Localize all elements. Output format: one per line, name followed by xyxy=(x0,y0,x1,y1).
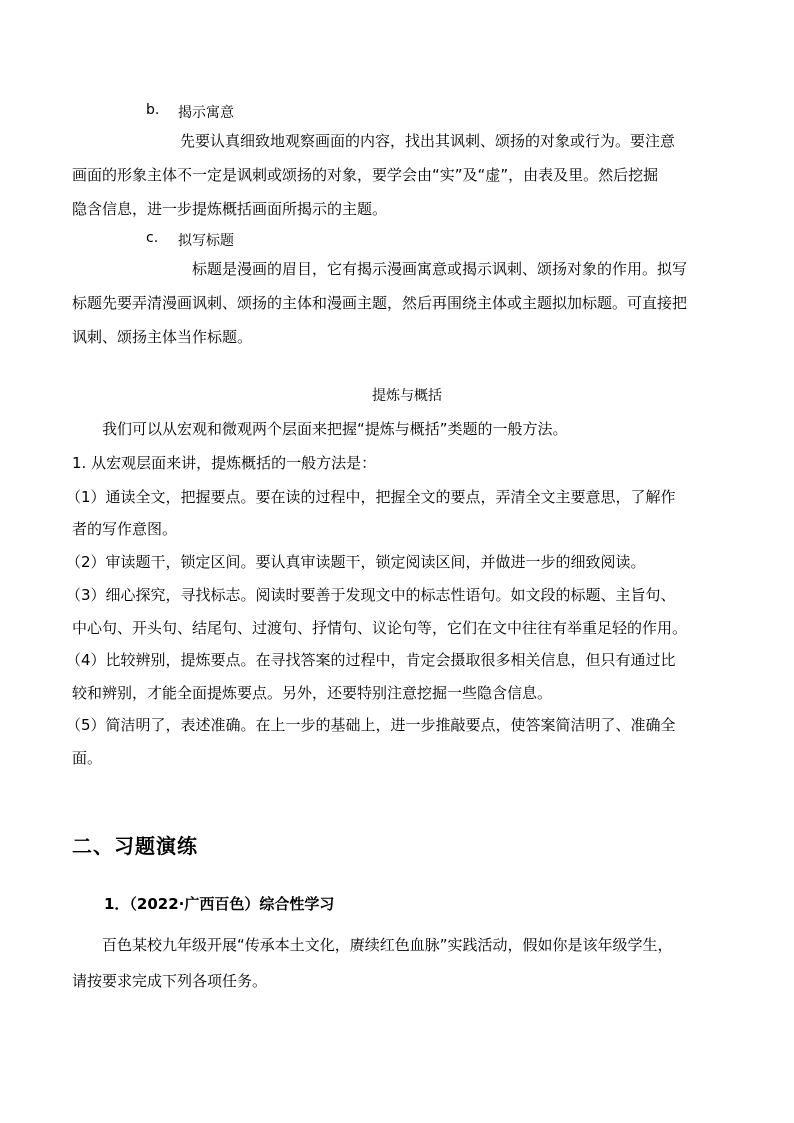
summary-title: 提炼与概括 xyxy=(372,388,442,404)
method-item-5-line-2: 面。 xyxy=(72,749,103,767)
section-c-title: 拟写标题 xyxy=(178,233,234,249)
section-b-line-1: 先要认真细致地观察画面的内容，找出其讽刺、颂扬的对象或行为。要注意 xyxy=(180,132,676,150)
section-c-line-3: 讽刺、颂扬主体当作标题。 xyxy=(72,328,253,346)
summary-point-1: 1. 从宏观层面来讲，提炼概括的一般方法是： xyxy=(72,454,377,472)
method-item-4-line-2: 较和辨别，才能全面提炼要点。另外，还要特别注意挖掘一些隐含信息。 xyxy=(72,684,553,702)
section-heading-exercises: 二、习题演练 xyxy=(72,834,198,858)
method-item-2-line-1: （2）审读题干，锁定区间。要认真审读题干，锁定阅读区间，并做进一步的细致阅读。 xyxy=(66,553,646,571)
section-c-line-2: 标题先要弄清漫画讽刺、颂扬的主体和漫画主题，然后再围绕主体或主题拟加标题。可直接把 xyxy=(72,294,688,312)
summary-intro: 我们可以从宏观和微观两个层面来把握“提炼与概括”类题的一般方法。 xyxy=(102,420,568,438)
question-1-title: 1．（2022·广西百色）综合性学习 xyxy=(104,895,335,913)
section-c-label: c. xyxy=(146,230,159,246)
method-item-1-line-2: 者的写作意图。 xyxy=(72,520,178,538)
section-b-label: b. xyxy=(146,102,160,118)
method-item-5-line-1: （5）简洁明了，表述准确。在上一步的基础上，进一步推敲要点，使答案简洁明了、准确全 xyxy=(66,716,676,734)
method-item-1-line-1: （1）通读全文，把握要点。要在读的过程中，把握全文的要点，弄清全文主要意思，了解作 xyxy=(66,488,676,506)
section-b-line-3: 隐含信息，进一步提炼概括画面所揭示的主题。 xyxy=(72,200,388,218)
question-1-line-1: 百色某校九年级开展“传承本土文化，赓续红色血脉”实践活动，假如你是该年级学生， xyxy=(102,936,673,954)
method-item-3-line-2: 中心句、开头句、结尾句、过渡句、抒情句、议论句等，它们在文中往往有举重足轻的作用。 xyxy=(72,619,688,637)
method-item-4-line-1: （4）比较辨别，提炼要点。在寻找答案的过程中，肯定会摄取很多相关信息，但只有通过比 xyxy=(66,651,676,669)
method-item-3-line-1: （3）细心探究，寻找标志。阅读时要善于发现文中的标志性语句。如文段的标题、主旨句、 xyxy=(66,586,676,604)
section-c-line-1: 标题是漫画的眉目，它有揭示漫画寓意或揭示讽刺、颂扬对象的作用。拟写 xyxy=(192,260,688,278)
question-1-line-2: 请按要求完成下列各项任务。 xyxy=(72,972,268,990)
section-b-line-2: 画面的形象主体不一定是讽刺或颂扬的对象，要学会由“实”及“虚”，由表及里。然后挖掘 xyxy=(72,166,659,184)
section-b-title: 揭示寓意 xyxy=(178,105,234,121)
